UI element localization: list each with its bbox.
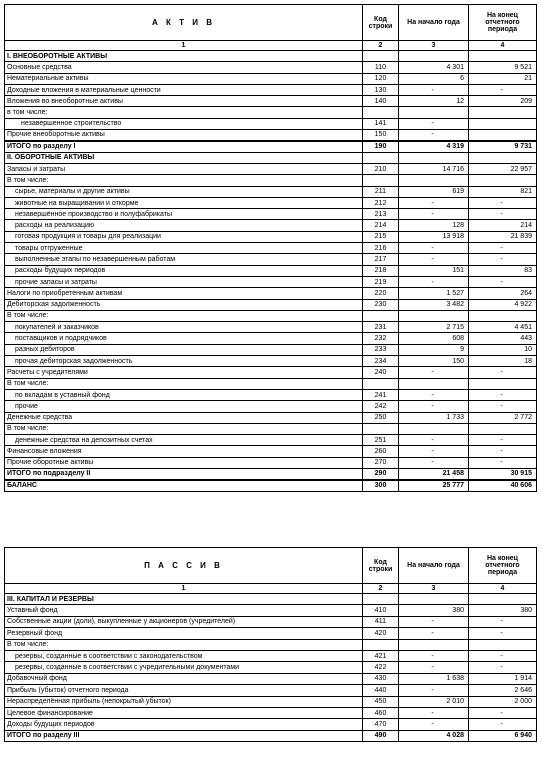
passiv-row	[5, 662, 537, 673]
row-label: Добавочный фонд	[5, 673, 363, 684]
row-end-value: 1 914	[469, 673, 537, 684]
aktiv-row	[5, 333, 537, 344]
row-end-value: 264	[469, 288, 537, 299]
aktiv-row	[5, 276, 537, 287]
aktiv-row	[5, 197, 537, 208]
row-code: 141	[363, 118, 399, 129]
aktiv-colnum-4: 4	[469, 41, 537, 51]
row-end-value	[469, 175, 537, 186]
row-code	[363, 152, 399, 163]
row-label: Финансовые вложения	[5, 446, 363, 457]
aktiv-colnum-3: 3	[399, 41, 469, 51]
row-code: 300	[363, 480, 399, 491]
row-end-value: 83	[469, 265, 537, 276]
row-end-value: -	[469, 254, 537, 265]
row-code: 410	[363, 605, 399, 616]
row-end-value: 9 521	[469, 62, 537, 73]
row-code	[363, 594, 399, 605]
row-label: товары отгруженные	[5, 243, 363, 254]
row-code: 231	[363, 322, 399, 333]
row-code: 233	[363, 344, 399, 355]
row-end-value: -	[469, 389, 537, 400]
row-code: 140	[363, 96, 399, 107]
row-code: 490	[363, 730, 399, 741]
row-start-value: -	[399, 389, 469, 400]
aktiv-row	[5, 435, 537, 446]
row-start-value: -	[399, 650, 469, 661]
row-label: Доходы будущих периодов	[5, 719, 363, 730]
row-end-value	[469, 118, 537, 129]
row-code	[363, 378, 399, 389]
aktiv-row	[5, 130, 537, 141]
row-label: В том числе:	[5, 639, 363, 650]
aktiv-row	[5, 141, 537, 152]
row-code: 150	[363, 130, 399, 141]
row-code: 215	[363, 231, 399, 242]
passiv-end-header: На конец отчетного периода	[469, 548, 537, 584]
aktiv-row	[5, 220, 537, 231]
row-start-value: 2 010	[399, 696, 469, 707]
row-start-value: 4 301	[399, 62, 469, 73]
row-label: Нераспределённая прибыль (непокрытый убыток)	[5, 696, 363, 707]
passiv-row	[5, 616, 537, 627]
row-start-value: 14 716	[399, 163, 469, 174]
aktiv-row	[5, 62, 537, 73]
row-label: В том числе:	[5, 310, 363, 321]
row-end-value: -	[469, 401, 537, 412]
row-end-value	[469, 310, 537, 321]
row-start-value	[399, 378, 469, 389]
passiv-row	[5, 673, 537, 684]
row-code	[363, 310, 399, 321]
row-start-value	[399, 175, 469, 186]
row-start-value: 151	[399, 265, 469, 276]
row-code: 190	[363, 141, 399, 152]
row-code: 420	[363, 628, 399, 639]
row-end-value: -	[469, 707, 537, 718]
row-code: 470	[363, 719, 399, 730]
row-label: Денежные средства	[5, 412, 363, 423]
row-start-value: -	[399, 130, 469, 141]
row-start-value	[399, 107, 469, 118]
passiv-row	[5, 730, 537, 741]
row-code: 110	[363, 62, 399, 73]
passiv-row	[5, 650, 537, 661]
row-code: 130	[363, 84, 399, 95]
row-start-value: 4 028	[399, 730, 469, 741]
aktiv-row	[5, 265, 537, 276]
row-code: 232	[363, 333, 399, 344]
aktiv-colnum-1: 1	[5, 41, 363, 51]
row-start-value: -	[399, 254, 469, 265]
row-start-value: 150	[399, 356, 469, 367]
passiv-row	[5, 639, 537, 650]
row-label: I. ВНЕОБОРОТНЫЕ АКТИВЫ	[5, 51, 363, 62]
row-code: 250	[363, 412, 399, 423]
row-start-value: -	[399, 446, 469, 457]
aktiv-row	[5, 84, 537, 95]
row-start-value: 608	[399, 333, 469, 344]
aktiv-row	[5, 423, 537, 434]
row-code	[363, 107, 399, 118]
passiv-row	[5, 594, 537, 605]
row-code: 217	[363, 254, 399, 265]
row-code	[363, 175, 399, 186]
row-end-value	[469, 378, 537, 389]
aktiv-row	[5, 322, 537, 333]
row-start-value: 25 777	[399, 480, 469, 491]
aktiv-row	[5, 344, 537, 355]
row-code: 210	[363, 163, 399, 174]
row-label: ИТОГО по подразделу II	[5, 468, 363, 479]
row-end-value: 21	[469, 73, 537, 84]
row-end-value: -	[469, 616, 537, 627]
row-start-value: 6	[399, 73, 469, 84]
row-end-value: -	[469, 243, 537, 254]
row-label: сырье, материалы и другие активы	[5, 186, 363, 197]
aktiv-table	[4, 4, 537, 492]
row-label: ИТОГО по разделу III	[5, 730, 363, 741]
row-label: Прочие внеоборотные активы	[5, 130, 363, 141]
row-start-value	[399, 51, 469, 62]
row-end-value: -	[469, 628, 537, 639]
row-end-value: -	[469, 367, 537, 378]
row-end-value: 10	[469, 344, 537, 355]
row-code: 220	[363, 288, 399, 299]
row-label: Нематериальные активы	[5, 73, 363, 84]
aktiv-row	[5, 186, 537, 197]
row-start-value: -	[399, 197, 469, 208]
row-code: 211	[363, 186, 399, 197]
aktiv-row	[5, 107, 537, 118]
row-start-value: -	[399, 243, 469, 254]
row-code: 251	[363, 435, 399, 446]
row-label: животные на выращивании и откорме	[5, 197, 363, 208]
passiv-table	[4, 547, 537, 742]
row-end-value: -	[469, 650, 537, 661]
row-code: 421	[363, 650, 399, 661]
row-label: В том числе:	[5, 423, 363, 434]
row-code: 234	[363, 356, 399, 367]
passiv-row	[5, 707, 537, 718]
row-end-value: 18	[469, 356, 537, 367]
row-code: 218	[363, 265, 399, 276]
row-label: прочие	[5, 401, 363, 412]
row-end-value: -	[469, 435, 537, 446]
row-start-value: -	[399, 457, 469, 468]
aktiv-row	[5, 254, 537, 265]
row-end-value	[469, 594, 537, 605]
row-code: 214	[363, 220, 399, 231]
row-end-value: -	[469, 197, 537, 208]
row-label: В том числе:	[5, 378, 363, 389]
row-label: резервы, созданные в соответствии с учредительными документами	[5, 662, 363, 673]
row-start-value	[399, 639, 469, 650]
row-label: Вложения во внеоборотные активы	[5, 96, 363, 107]
row-label: Прибыль (убыток) отчетного периода	[5, 685, 363, 696]
row-label: покупателей и заказчиков	[5, 322, 363, 333]
row-label: Дебиторская задолженность	[5, 299, 363, 310]
aktiv-row	[5, 231, 537, 242]
row-code: 241	[363, 389, 399, 400]
row-label: Резервный фонд	[5, 628, 363, 639]
row-label: Уставный фонд	[5, 605, 363, 616]
row-start-value	[399, 310, 469, 321]
row-label: В том числе:	[5, 175, 363, 186]
row-start-value: -	[399, 209, 469, 220]
row-end-value	[469, 51, 537, 62]
passiv-start-header: На начало года	[399, 548, 469, 584]
row-start-value: -	[399, 435, 469, 446]
row-label: ИТОГО по разделу I	[5, 141, 363, 152]
row-start-value: 12	[399, 96, 469, 107]
row-label: резервы, созданные в соответствии с законодательством	[5, 650, 363, 661]
row-end-value: 443	[469, 333, 537, 344]
row-label: Запасы и затраты	[5, 163, 363, 174]
row-code: 450	[363, 696, 399, 707]
row-end-value: 21 839	[469, 231, 537, 242]
aktiv-row	[5, 401, 537, 412]
row-start-value: 9	[399, 344, 469, 355]
row-code: 460	[363, 707, 399, 718]
aktiv-row	[5, 378, 537, 389]
row-start-value: 13 918	[399, 231, 469, 242]
row-label: поставщиков и подрядчиков	[5, 333, 363, 344]
row-code	[363, 639, 399, 650]
row-end-value: 6 940	[469, 730, 537, 741]
row-start-value: -	[399, 628, 469, 639]
row-code: 240	[363, 367, 399, 378]
row-code	[363, 51, 399, 62]
row-end-value: 2 772	[469, 412, 537, 423]
row-code: 411	[363, 616, 399, 627]
row-end-value: 30 915	[469, 468, 537, 479]
passiv-colnum-1: 1	[5, 584, 363, 594]
aktiv-row	[5, 412, 537, 423]
row-end-value: -	[469, 457, 537, 468]
row-code	[363, 423, 399, 434]
row-label: БАЛАНС	[5, 480, 363, 491]
row-code: 422	[363, 662, 399, 673]
passiv-row	[5, 685, 537, 696]
row-end-value: -	[469, 209, 537, 220]
row-code: 213	[363, 209, 399, 220]
aktiv-row	[5, 299, 537, 310]
row-code: 216	[363, 243, 399, 254]
aktiv-row	[5, 480, 537, 491]
row-end-value: 22 957	[469, 163, 537, 174]
aktiv-row	[5, 209, 537, 220]
row-start-value: -	[399, 118, 469, 129]
row-start-value: -	[399, 719, 469, 730]
row-start-value	[399, 152, 469, 163]
row-label: денежные средства на депозитных счетах	[5, 435, 363, 446]
row-start-value: 21 458	[399, 468, 469, 479]
aktiv-colnum-2: 2	[363, 41, 399, 51]
aktiv-row	[5, 356, 537, 367]
row-end-value: -	[469, 662, 537, 673]
row-end-value: 209	[469, 96, 537, 107]
row-start-value: -	[399, 616, 469, 627]
row-label: разных дебиторов	[5, 344, 363, 355]
row-start-value	[399, 594, 469, 605]
row-label: расходы будущих периодов	[5, 265, 363, 276]
row-label: прочие запасы и затраты	[5, 276, 363, 287]
passiv-colnum-2: 2	[363, 584, 399, 594]
row-start-value: 2 715	[399, 322, 469, 333]
row-start-value: -	[399, 662, 469, 673]
row-end-value: -	[469, 719, 537, 730]
row-label: выполненные этапы по незавершенным работам	[5, 254, 363, 265]
row-start-value: -	[399, 401, 469, 412]
aktiv-row	[5, 118, 537, 129]
passiv-colnum-4: 4	[469, 584, 537, 594]
row-code: 290	[363, 468, 399, 479]
row-end-value	[469, 152, 537, 163]
row-end-value	[469, 423, 537, 434]
passiv-title: П А С С И В	[5, 548, 363, 584]
row-code: 212	[363, 197, 399, 208]
row-start-value: 619	[399, 186, 469, 197]
aktiv-title: А К Т И В	[5, 5, 363, 41]
row-start-value	[399, 423, 469, 434]
aktiv-row	[5, 310, 537, 321]
row-end-value: 4 922	[469, 299, 537, 310]
row-start-value: -	[399, 84, 469, 95]
row-label: в том числе:	[5, 107, 363, 118]
row-label: готовая продукция и товары для реализации	[5, 231, 363, 242]
row-code: 270	[363, 457, 399, 468]
row-end-value: 2 646	[469, 685, 537, 696]
row-label: Целевое финансирование	[5, 707, 363, 718]
row-end-value: 40 606	[469, 480, 537, 491]
row-code: 120	[363, 73, 399, 84]
row-start-value: -	[399, 276, 469, 287]
row-end-value: 214	[469, 220, 537, 231]
row-code: 440	[363, 685, 399, 696]
aktiv-row	[5, 288, 537, 299]
row-end-value: 380	[469, 605, 537, 616]
row-start-value: 3 482	[399, 299, 469, 310]
passiv-body	[5, 594, 537, 742]
row-end-value: -	[469, 84, 537, 95]
passiv-row	[5, 719, 537, 730]
aktiv-row	[5, 446, 537, 457]
row-start-value: 128	[399, 220, 469, 231]
row-end-value	[469, 107, 537, 118]
passiv-row	[5, 628, 537, 639]
row-label: III. КАПИТАЛ И РЕЗЕРВЫ	[5, 594, 363, 605]
aktiv-row	[5, 468, 537, 479]
row-start-value: 4 319	[399, 141, 469, 152]
row-code: 219	[363, 276, 399, 287]
aktiv-row	[5, 163, 537, 174]
aktiv-row	[5, 243, 537, 254]
row-start-value: 380	[399, 605, 469, 616]
row-label: незавершенное строительство	[5, 118, 363, 129]
aktiv-row	[5, 389, 537, 400]
row-end-value: 4 451	[469, 322, 537, 333]
aktiv-header	[5, 5, 537, 51]
row-start-value: 1 733	[399, 412, 469, 423]
aktiv-row	[5, 73, 537, 84]
row-label: незавершённое производство и полуфабрикаты	[5, 209, 363, 220]
row-code: 242	[363, 401, 399, 412]
aktiv-row	[5, 175, 537, 186]
row-label: Основные средства	[5, 62, 363, 73]
row-label: Расчеты с учредителями	[5, 367, 363, 378]
row-label: расходы на реализацию	[5, 220, 363, 231]
aktiv-row	[5, 96, 537, 107]
row-start-value: -	[399, 367, 469, 378]
aktiv-row	[5, 51, 537, 62]
row-label: прочая дебиторская задолженность	[5, 356, 363, 367]
row-label: Прочие оборотные активы	[5, 457, 363, 468]
row-end-value	[469, 130, 537, 141]
row-label: по вкладам в уставный фонд	[5, 389, 363, 400]
aktiv-row	[5, 367, 537, 378]
passiv-colnum-3: 3	[399, 584, 469, 594]
row-end-value: -	[469, 446, 537, 457]
aktiv-code-header: Код строки	[363, 5, 399, 41]
row-code: 260	[363, 446, 399, 457]
row-end-value: 821	[469, 186, 537, 197]
row-start-value: -	[399, 707, 469, 718]
row-label: Доходные вложения в материальные ценности	[5, 84, 363, 95]
row-label: Собственные акции (доли), выкупленные у акционеров (учредителей)	[5, 616, 363, 627]
row-start-value: 1 638	[399, 673, 469, 684]
passiv-code-header: Код строки	[363, 548, 399, 584]
row-label: II. ОБОРОТНЫЕ АКТИВЫ	[5, 152, 363, 163]
aktiv-start-header: На начало года	[399, 5, 469, 41]
aktiv-row	[5, 457, 537, 468]
row-code: 230	[363, 299, 399, 310]
row-end-value: -	[469, 276, 537, 287]
row-code: 430	[363, 673, 399, 684]
row-end-value	[469, 639, 537, 650]
passiv-row	[5, 696, 537, 707]
aktiv-body	[5, 51, 537, 492]
row-start-value: 1 527	[399, 288, 469, 299]
passiv-row	[5, 605, 537, 616]
row-label: Налоги по приобретенным активам	[5, 288, 363, 299]
row-end-value: 2 000	[469, 696, 537, 707]
aktiv-row	[5, 152, 537, 163]
row-end-value: 9 731	[469, 141, 537, 152]
aktiv-end-header: На конец отчетного периода	[469, 5, 537, 41]
row-start-value: -	[399, 685, 469, 696]
passiv-header	[5, 548, 537, 594]
